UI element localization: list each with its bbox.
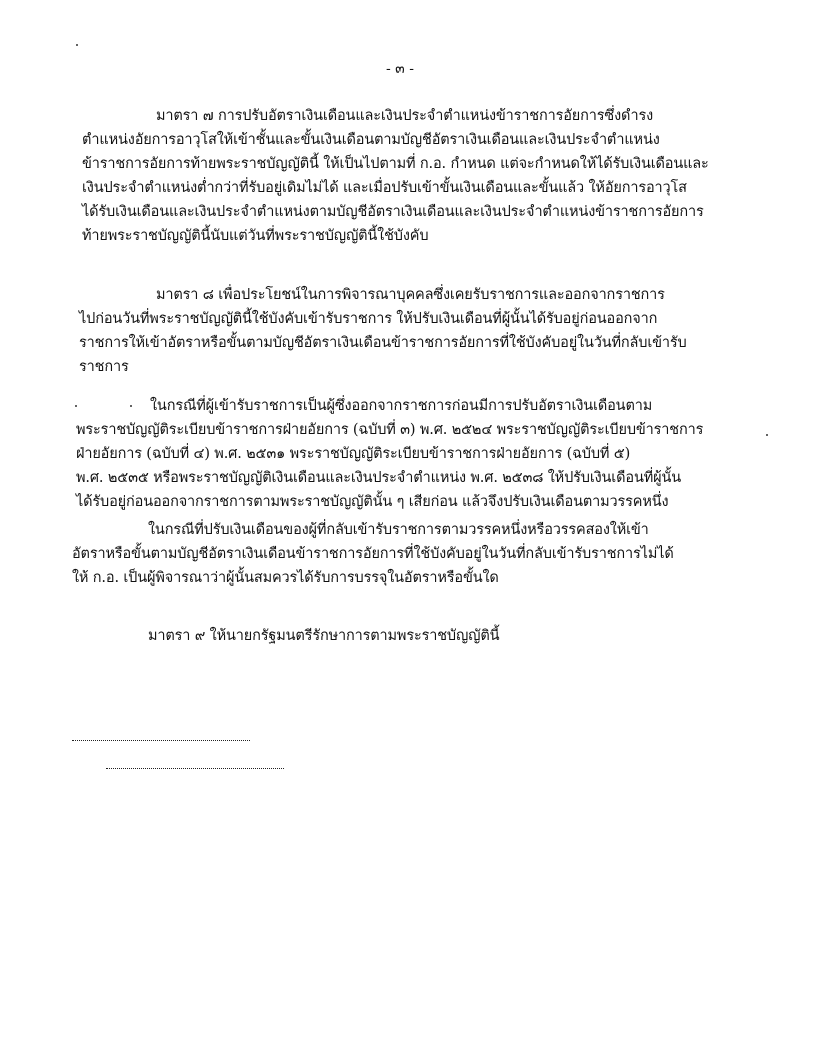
section7-line: ตำแหน่งอัยการอาวุโสให้เข้าชั้นและขั้นเงินเดือนตามบัญชีอัตราเงินเดือนและเงินประจำตำแหน่ง <box>82 132 660 148</box>
section8-para3-line: อัตราหรือขั้นตามบัญชีอัตราเงินเดือนข้าราชการอัยการที่ใช้บังคับอยู่ในวันที่กลับเข้ารับราชการไม่ได้ <box>72 546 674 562</box>
section8-para2-line: พ.ศ. ๒๕๓๕ หรือพระราชบัญญัติเงินเดือนและเงินประจำตำแหน่ง พ.ศ. ๒๕๓๘ ให้ปรับเงินเดือนที่ผู้นั้น <box>76 470 681 486</box>
section8-para3-line: ในกรณีที่ปรับเงินเดือนของผู้ที่กลับเข้ารับราชการตามวรรคหนึ่งหรือวรรคสองให้เข้า <box>148 522 649 538</box>
section8-para2-line: ได้รับอยู่ก่อนออกจากราชการตามพระราชบัญญัตินั้น ๆ เสียก่อน แล้วจึงปรับเงินเดือนตามวรรคหนึ่ง <box>76 494 669 510</box>
section7-line: เงินประจำตำแหน่งต่ำกว่าที่รับอยู่เดิมไม่ได้ และเมื่อปรับเข้าขั้นเงินเดือนและขั้นแล้ว ให้อัยการอาวุโส <box>82 180 687 196</box>
scan-speck <box>766 434 768 436</box>
scan-speck <box>75 405 77 407</box>
section8-line: มาตรา ๘ เพื่อประโยชน์ในการพิจารณาบุคคลซึ่งเคยรับราชการและออกจากราชการ <box>156 287 665 303</box>
section7-line: ท้ายพระราชบัญญัตินี้นับแต่วันที่พระราชบัญญัตินี้ใช้บังคับ <box>82 228 429 244</box>
section8-line: ราชการ <box>79 359 129 375</box>
section8-para2-line: ในกรณีที่ผู้เข้ารับราชการเป็นผู้ซึ่งออกจากราชการก่อนมีการปรับอัตราเงินเดือนตาม <box>150 398 653 414</box>
countersignature-dotted-line <box>106 768 284 769</box>
section8-line: ไปก่อนวันที่พระราชบัญญัตินี้ใช้บังคับเข้ารับราชการ ให้ปรับเงินเดือนที่ผู้นั้นได้รับอยู่ก่อนออกจาก <box>79 311 658 327</box>
signature-dotted-line <box>72 740 250 741</box>
section8-para3-line: ให้ ก.อ. เป็นผู้พิจารณาว่าผู้นั้นสมควรได้รับการบรรจุในอัตราหรือขั้นใด <box>72 570 499 586</box>
section7-line: ได้รับเงินเดือนและเงินประจำตำแหน่งตามบัญชีอัตราเงินเดือนและเงินประจำตำแหน่งข้าราชการอัยการ <box>82 204 704 220</box>
section7-line: มาตรา ๗ การปรับอัตราเงินเดือนและเงินประจำตำแหน่งข้าราชการอัยการซึ่งดำรง <box>156 108 654 124</box>
section7-line: ข้าราชการอัยการท้ายพระราชบัญญัตินี้ ให้เป็นไปตามที่ ก.อ. กำหนด แต่จะกำหนดให้ได้รับเงินเดือนและ <box>82 156 709 172</box>
page-number: - ๓ - <box>386 61 414 77</box>
scan-speck <box>76 44 78 46</box>
scan-speck <box>130 405 132 407</box>
section9-line: มาตรา ๙ ให้นายกรัฐมนตรีรักษาการตามพระราชบัญญัตินี้ <box>148 628 500 644</box>
section8-para2-line: พระราชบัญญัติระเบียบข้าราชการฝ่ายอัยการ (ฉบับที่ ๓) พ.ศ. ๒๕๒๔ พระราชบัญญัติระเบียบข้าราชการ <box>76 422 704 438</box>
section8-line: ราชการให้เข้าอัตราหรือขั้นตามบัญชีอัตราเงินเดือนข้าราชการอัยการที่ใช้บังคับอยู่ในวันที่กลับเข้ารับ <box>79 335 687 351</box>
section8-para2-line: ฝ่ายอัยการ (ฉบับที่ ๔) พ.ศ. ๒๕๓๑ พระราชบัญญัติระเบียบข้าราชการฝ่ายอัยการ (ฉบับที่ ๕) <box>76 446 631 462</box>
